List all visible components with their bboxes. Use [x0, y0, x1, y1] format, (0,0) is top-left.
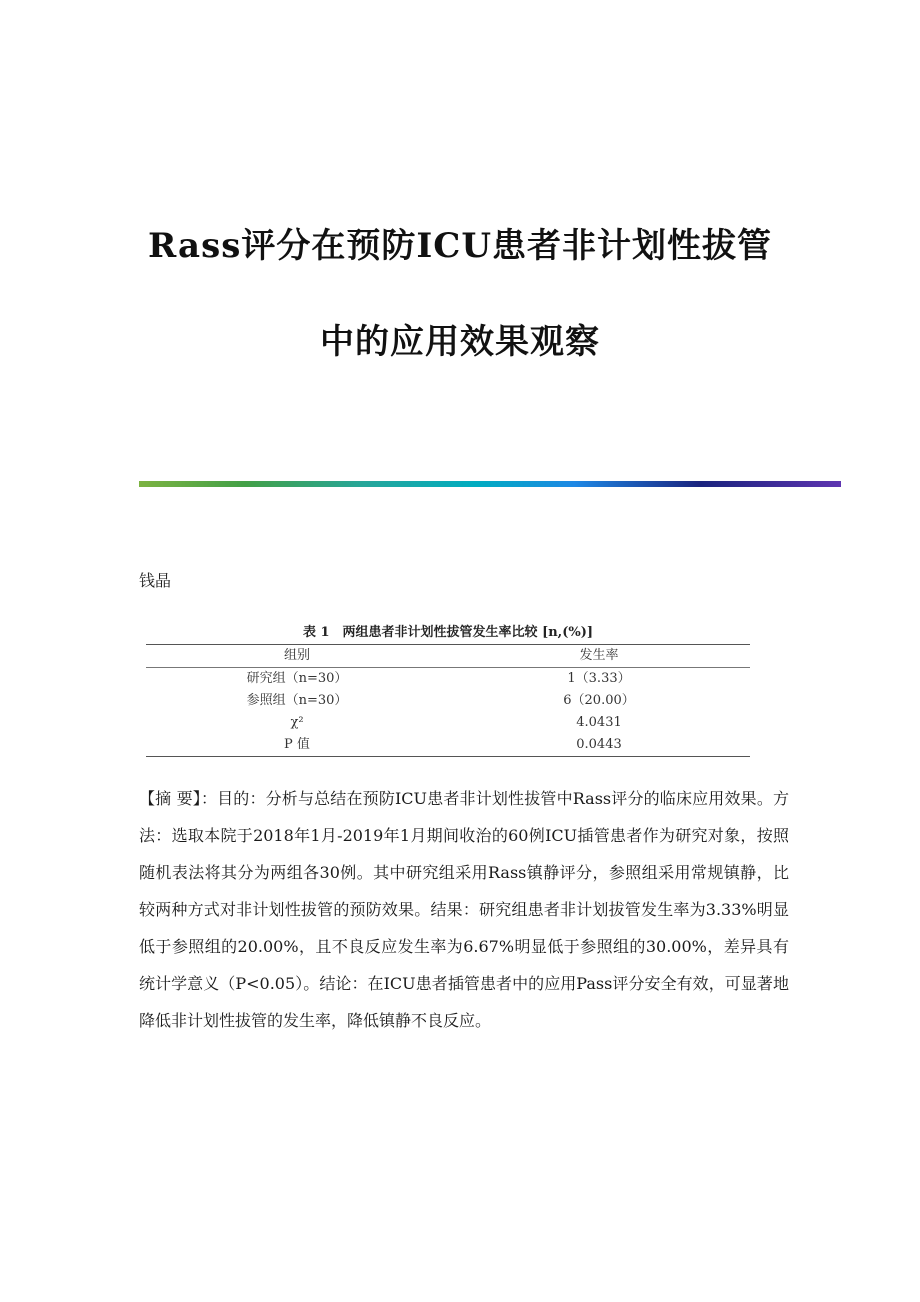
table-cell-group: 参照组（n=30）	[246, 693, 348, 708]
table-row	[146, 690, 750, 712]
table-row	[146, 712, 750, 734]
author-name: 钱晶	[139, 571, 172, 590]
table-cell-rate: 1（3.33）	[567, 671, 631, 686]
table-cell-group: χ²	[290, 715, 304, 730]
table-header-row	[146, 645, 750, 668]
table-cell-rate: 0.0443	[576, 737, 622, 752]
abstract-paragraph: 【摘 要】：目的：分析与总结在预防ICU患者非计划性拔管中Rass评分的临床应用效果。方法：选取本院于2018年1月-2019年1月期间收治的60例ICU插管患者作为研究对象，按照随机表法将其分为两组各30例。其中研究组采用Rass镇静评分，参照组采用常规镇静，比较两种方式对非计划性拔管的预防效果。结果：研究组患者非计划拔管发生率为3.33%明显低于参照组的20.00%，且不良反应发生率为6.67%明显低于参照组的30.00%，差异具有统计学意义（P<0.05）。结论：在ICU患者插管患者中的应用Pass评分安全有效，可显著地降低非计划性拔管的发生率，降低镇静不良反应。	[139, 789, 789, 1030]
table-row	[146, 734, 750, 757]
gradient-divider	[139, 481, 841, 487]
table-cell-group: P 值	[284, 737, 310, 752]
document-title-line-2: 中的应用效果观察	[320, 322, 600, 362]
document-title-line-1: Rass评分在预防ICU患者非计划性拔管	[148, 226, 772, 266]
table-cell-rate: 4.0431	[576, 715, 622, 730]
table-header-group: 组别	[283, 648, 310, 663]
table-cell-rate: 6（20.00）	[563, 693, 635, 708]
table-row	[146, 668, 750, 691]
comparison-table-figure	[146, 622, 750, 757]
table-caption: 表 1 两组患者非计划性拔管发生率比较 [n,(%)]	[302, 625, 594, 640]
comparison-table	[146, 644, 750, 757]
table-cell-group: 研究组（n=30）	[246, 671, 348, 686]
table-header-rate: 发生率	[579, 648, 619, 663]
